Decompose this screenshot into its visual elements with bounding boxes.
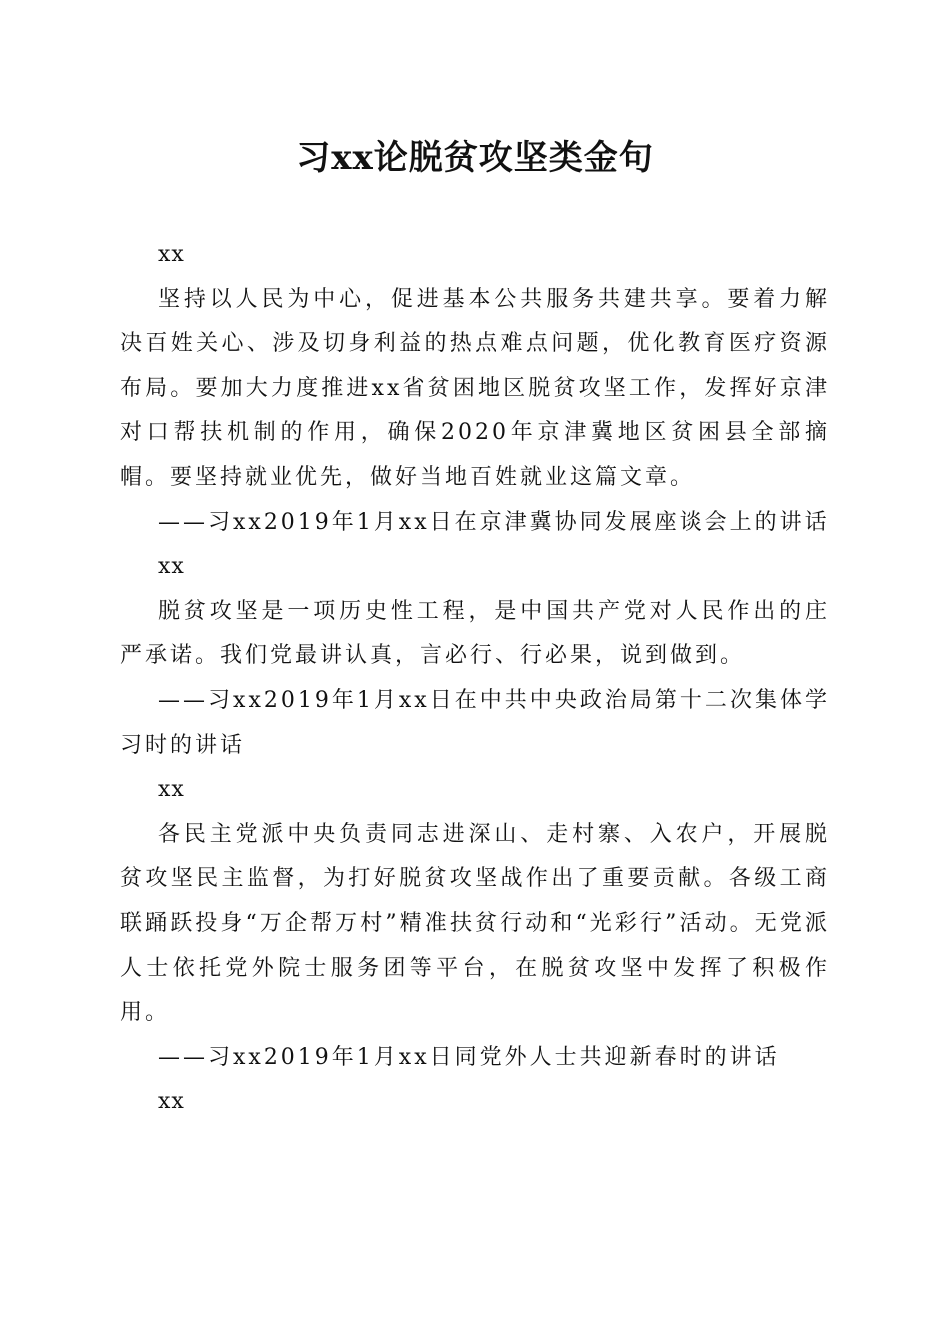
paragraph-date-2: xx [158, 554, 185, 580]
document-body [120, 233, 830, 1125]
paragraph-quote-3: 各民主党派中央负责同志进深山、走村寨、入农户，开展脱贫攻坚民主监督，为打好脱贫攻坚战作出了重要贡献。各级工商联踊跃投身“万企帮万村”精准扶贫行动和“光彩行”活动。无党派人士依托党外院士服务团等平台，在脱贫攻坚中发挥了积极作用。 [120, 821, 830, 1026]
paragraph-date-3: xx [158, 777, 185, 803]
document-title: 习xx论脱贫攻坚类金句 [296, 138, 654, 178]
paragraph-quote-2: 脱贫攻坚是一项历史性工程，是中国共产党对人民作出的庄严承诺。我们党最讲认真，言必行、行必果，说到做到。 [120, 598, 830, 669]
paragraph-source-3: ——习xx2019年1月xx日同党外人士共迎新春时的讲话 [158, 1044, 780, 1070]
paragraph-source-2: ——习xx2019年1月xx日在中共中央政治局第十二次集体学习时的讲话 [120, 687, 830, 758]
paragraph-source-1: ——习xx2019年1月xx日在京津冀协同发展座谈会上的讲话 [158, 509, 830, 535]
paragraph-quote-1: 坚持以人民为中心，促进基本公共服务共建共享。要着力解决百姓关心、涉及切身利益的热点难点问题，优化教育医疗资源布局。要加大力度推进xx省贫困地区脱贫攻坚工作，发挥好京津对口帮扶机制的作用，确保2020年京津冀地区贫困县全部摘帽。要坚持就业优先，做好当地百姓就业这篇文章。 [120, 286, 830, 490]
paragraph-date-1: xx [158, 242, 185, 267]
paragraph-date-4: xx [158, 1089, 185, 1115]
